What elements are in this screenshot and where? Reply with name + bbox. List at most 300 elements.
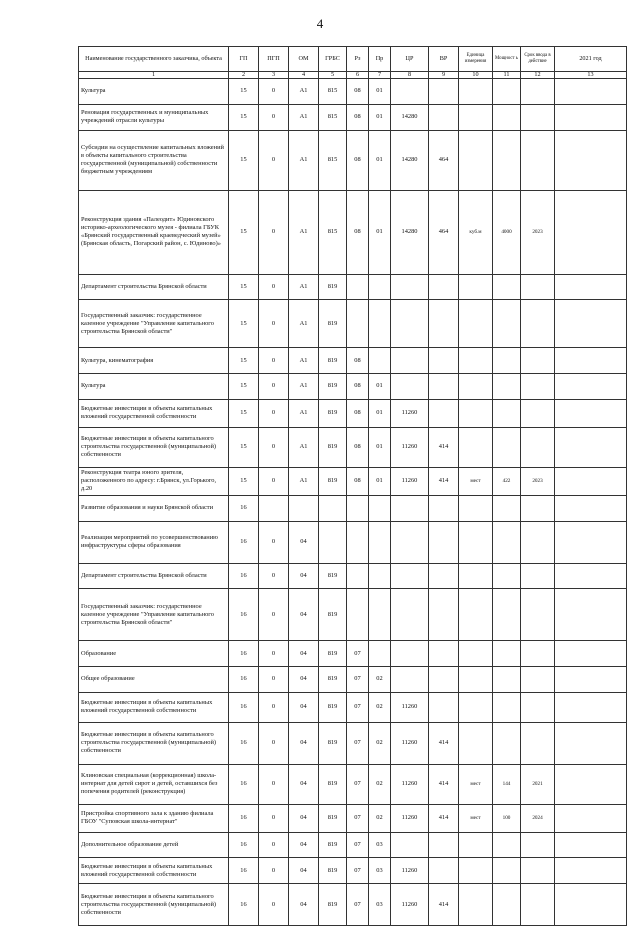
code-cell: 0: [259, 374, 289, 400]
code-cell: 08: [347, 467, 369, 495]
code-cell: 01: [369, 399, 391, 427]
object-name: Бюджетные инвестиции в объекты капитального строительства государственной (муниципальной) собственности: [79, 427, 229, 467]
code-cell: [459, 563, 493, 589]
code-cell: [391, 521, 429, 563]
code-cell: [369, 521, 391, 563]
code-cell: [521, 641, 555, 667]
code-cell: 04: [289, 722, 319, 764]
code-cell: [347, 563, 369, 589]
code-cell: [555, 589, 627, 641]
code-cell: 144: [493, 764, 521, 804]
object-name: Департамент строительства Брянской области: [79, 563, 229, 589]
code-cell: А1: [289, 79, 319, 105]
code-cell: [369, 348, 391, 374]
code-cell: 16: [229, 858, 259, 884]
code-cell: [347, 589, 369, 641]
code-cell: [555, 374, 627, 400]
code-cell: 11260: [391, 858, 429, 884]
code-cell: 0: [259, 589, 289, 641]
code-cell: 02: [369, 804, 391, 832]
table-row: [79, 348, 627, 374]
code-cell: 15: [229, 467, 259, 495]
code-cell: 819: [319, 399, 347, 427]
header-cell: Срок ввода в действие: [521, 47, 555, 72]
investment-table: [78, 46, 627, 926]
code-cell: 15: [229, 130, 259, 190]
code-cell: [521, 374, 555, 400]
code-cell: [369, 589, 391, 641]
code-cell: [493, 641, 521, 667]
code-cell: [391, 666, 429, 692]
code-cell: [391, 832, 429, 858]
code-cell: 04: [289, 832, 319, 858]
code-cell: [493, 79, 521, 105]
code-cell: 16: [229, 832, 259, 858]
code-cell: [391, 79, 429, 105]
column-number: 6: [347, 72, 369, 79]
header-cell: Единица измерения: [459, 47, 493, 72]
code-cell: 414: [429, 427, 459, 467]
code-cell: 16: [229, 589, 259, 641]
code-cell: 0: [259, 858, 289, 884]
code-cell: 2023: [521, 190, 555, 274]
code-cell: 16: [229, 692, 259, 722]
code-cell: 819: [319, 692, 347, 722]
code-cell: [521, 563, 555, 589]
code-cell: 0: [259, 884, 289, 926]
object-name: Субсидии на осуществление капитальных вложений в объекты капитального строительства государственной (муниципальной) собственности бюджетным учреждениям: [79, 130, 229, 190]
code-cell: [493, 563, 521, 589]
code-cell: [459, 692, 493, 722]
table-header: [79, 47, 627, 72]
code-cell: 07: [347, 666, 369, 692]
code-cell: 815: [319, 104, 347, 130]
header-cell: ОМ: [289, 47, 319, 72]
code-cell: 15: [229, 190, 259, 274]
code-cell: 03: [369, 832, 391, 858]
code-cell: [347, 495, 369, 521]
code-cell: [521, 666, 555, 692]
code-cell: 414: [429, 884, 459, 926]
code-cell: [555, 104, 627, 130]
code-cell: 819: [319, 858, 347, 884]
code-cell: 11260: [391, 427, 429, 467]
code-cell: 04: [289, 804, 319, 832]
code-cell: 08: [347, 427, 369, 467]
code-cell: 03: [369, 858, 391, 884]
table-row: [79, 374, 627, 400]
code-cell: 04: [289, 563, 319, 589]
code-cell: [493, 374, 521, 400]
code-cell: 11260: [391, 399, 429, 427]
code-cell: 414: [429, 722, 459, 764]
code-cell: 07: [347, 804, 369, 832]
object-name: Реновация государственных и муниципальных учреждений отрасли культуры: [79, 104, 229, 130]
code-cell: [555, 467, 627, 495]
code-cell: [319, 495, 347, 521]
code-cell: [459, 274, 493, 300]
code-cell: [347, 521, 369, 563]
table-row: [79, 521, 627, 563]
code-cell: [391, 300, 429, 348]
table-row: [79, 563, 627, 589]
column-number: 7: [369, 72, 391, 79]
code-cell: [521, 399, 555, 427]
code-cell: 07: [347, 764, 369, 804]
code-cell: 819: [319, 722, 347, 764]
code-cell: А1: [289, 374, 319, 400]
code-cell: [391, 589, 429, 641]
code-cell: 07: [347, 641, 369, 667]
object-name: Бюджетные инвестиции в объекты капитальных вложений государственной собственности: [79, 399, 229, 427]
code-cell: 02: [369, 764, 391, 804]
header-cell: Пр: [369, 47, 391, 72]
code-cell: А1: [289, 399, 319, 427]
code-cell: 08: [347, 79, 369, 105]
code-cell: [459, 832, 493, 858]
code-cell: [391, 563, 429, 589]
column-number: 5: [319, 72, 347, 79]
code-cell: [555, 666, 627, 692]
code-cell: [429, 399, 459, 427]
code-cell: 819: [319, 274, 347, 300]
column-number: 11: [493, 72, 521, 79]
code-cell: [521, 274, 555, 300]
code-cell: 11260: [391, 764, 429, 804]
code-cell: 0: [259, 764, 289, 804]
code-cell: А1: [289, 348, 319, 374]
code-cell: [521, 300, 555, 348]
code-cell: А1: [289, 130, 319, 190]
object-name: Государственный заказчик: государственное казенное учреждение "Управление капитального строительства Брянской области": [79, 589, 229, 641]
object-name: Дополнительное образование детей: [79, 832, 229, 858]
code-cell: 15: [229, 348, 259, 374]
code-cell: 08: [347, 399, 369, 427]
code-cell: 01: [369, 104, 391, 130]
code-cell: [369, 274, 391, 300]
code-cell: 14280: [391, 130, 429, 190]
code-cell: 0: [259, 300, 289, 348]
code-cell: [459, 130, 493, 190]
code-cell: [259, 495, 289, 521]
code-cell: 819: [319, 563, 347, 589]
code-cell: [429, 300, 459, 348]
code-cell: [459, 858, 493, 884]
object-name: Общее образование: [79, 666, 229, 692]
code-cell: 819: [319, 764, 347, 804]
code-cell: [493, 832, 521, 858]
code-cell: 03: [369, 884, 391, 926]
code-cell: 414: [429, 804, 459, 832]
column-number: 10: [459, 72, 493, 79]
table-row: [79, 427, 627, 467]
code-cell: [429, 641, 459, 667]
code-cell: 0: [259, 641, 289, 667]
code-cell: [459, 722, 493, 764]
code-cell: 04: [289, 858, 319, 884]
table-row: [79, 589, 627, 641]
code-cell: мест: [459, 764, 493, 804]
code-cell: [429, 348, 459, 374]
code-cell: 01: [369, 190, 391, 274]
code-cell: 07: [347, 858, 369, 884]
code-cell: 819: [319, 348, 347, 374]
code-cell: [555, 804, 627, 832]
code-cell: [521, 427, 555, 467]
code-cell: [459, 399, 493, 427]
code-cell: 16: [229, 666, 259, 692]
table-row: [79, 666, 627, 692]
table-row: [79, 764, 627, 804]
code-cell: [555, 399, 627, 427]
code-cell: 07: [347, 884, 369, 926]
code-cell: 815: [319, 190, 347, 274]
code-cell: [429, 495, 459, 521]
code-cell: [521, 495, 555, 521]
code-cell: [493, 589, 521, 641]
code-cell: 15: [229, 300, 259, 348]
object-name: Реконструкция театра юного зрителя, расположенного по адресу: г.Брянск, ул.Горького, д.20: [79, 467, 229, 495]
object-name: Бюджетные инвестиции в объекты капитального строительства государственной (муниципальной) собственности: [79, 722, 229, 764]
code-cell: 0: [259, 563, 289, 589]
object-name: Бюджетные инвестиции в объекты капитального строительства государственной (муниципальной) собственности: [79, 884, 229, 926]
code-cell: 819: [319, 427, 347, 467]
table-row: [79, 832, 627, 858]
column-number: 2: [229, 72, 259, 79]
code-cell: 15: [229, 374, 259, 400]
object-name: Развитие образования и науки Брянской области: [79, 495, 229, 521]
code-cell: [429, 858, 459, 884]
code-cell: 819: [319, 374, 347, 400]
code-cell: 0: [259, 79, 289, 105]
column-numbers: [79, 72, 627, 79]
code-cell: 01: [369, 79, 391, 105]
code-cell: 0: [259, 130, 289, 190]
object-name: Государственный заказчик: государственное казенное учреждение "Управление капитального строительства Брянской области": [79, 300, 229, 348]
code-cell: [555, 79, 627, 105]
code-cell: А1: [289, 467, 319, 495]
code-cell: 0: [259, 190, 289, 274]
object-name: Культура, кинематография: [79, 348, 229, 374]
code-cell: 04: [289, 884, 319, 926]
code-cell: [347, 274, 369, 300]
object-name: Образование: [79, 641, 229, 667]
code-cell: [555, 427, 627, 467]
code-cell: А1: [289, 190, 319, 274]
table-row: [79, 104, 627, 130]
code-cell: 16: [229, 521, 259, 563]
code-cell: 07: [347, 722, 369, 764]
code-cell: [459, 348, 493, 374]
code-cell: 0: [259, 804, 289, 832]
code-cell: мест: [459, 467, 493, 495]
code-cell: 11260: [391, 692, 429, 722]
code-cell: [493, 130, 521, 190]
header-cell: ГРБС: [319, 47, 347, 72]
table-row: [79, 274, 627, 300]
table-row: [79, 79, 627, 105]
code-cell: 11260: [391, 467, 429, 495]
code-cell: [429, 666, 459, 692]
code-cell: [555, 190, 627, 274]
table-row: [79, 467, 627, 495]
code-cell: [429, 374, 459, 400]
code-cell: [555, 563, 627, 589]
code-cell: [391, 374, 429, 400]
code-cell: [459, 495, 493, 521]
code-cell: [459, 641, 493, 667]
code-cell: [459, 79, 493, 105]
code-cell: 4000: [493, 190, 521, 274]
code-cell: 815: [319, 79, 347, 105]
code-cell: [521, 832, 555, 858]
code-cell: 16: [229, 563, 259, 589]
code-cell: [369, 300, 391, 348]
object-name: Реконструкция здания «Палеодит» Юдиновского историко-археологического музея - филиала ГБУК «Брянский государственный краеведческий музей» (Брянская область, Погарский район, с. Юдиново)»: [79, 190, 229, 274]
code-cell: 819: [319, 832, 347, 858]
code-cell: 15: [229, 274, 259, 300]
code-cell: 2021: [521, 764, 555, 804]
code-cell: 08: [347, 348, 369, 374]
code-cell: 464: [429, 190, 459, 274]
code-cell: [459, 666, 493, 692]
table-row: [79, 858, 627, 884]
code-cell: 2024: [521, 804, 555, 832]
code-cell: [521, 130, 555, 190]
code-cell: 14280: [391, 104, 429, 130]
code-cell: 464: [429, 130, 459, 190]
code-cell: [369, 495, 391, 521]
code-cell: [429, 692, 459, 722]
code-cell: 0: [259, 692, 289, 722]
object-name: Клиновская специальная (коррекционная) школа-интернат для детей сирот и детей, оставшихся без попечения родителей (реконструкция): [79, 764, 229, 804]
code-cell: [391, 274, 429, 300]
code-cell: [555, 641, 627, 667]
code-cell: 08: [347, 190, 369, 274]
object-name: Пристройка спортивного зала к зданию филиала ГБОУ "Суповская школа-интернат": [79, 804, 229, 832]
code-cell: [429, 274, 459, 300]
header-cell: ГП: [229, 47, 259, 72]
object-name: Департамент строительства Брянской области: [79, 274, 229, 300]
header-cell: Наименование государственного заказчика, объекта: [79, 47, 229, 72]
column-number: 4: [289, 72, 319, 79]
code-cell: [521, 589, 555, 641]
code-cell: А1: [289, 427, 319, 467]
code-cell: [369, 641, 391, 667]
code-cell: 11260: [391, 722, 429, 764]
table-row: [79, 495, 627, 521]
table-row: [79, 804, 627, 832]
table-row: [79, 722, 627, 764]
code-cell: [391, 641, 429, 667]
code-cell: [429, 104, 459, 130]
code-cell: [429, 589, 459, 641]
code-cell: 16: [229, 722, 259, 764]
code-cell: 0: [259, 521, 289, 563]
code-cell: [555, 764, 627, 804]
code-cell: [369, 563, 391, 589]
column-number: 9: [429, 72, 459, 79]
column-number: 8: [391, 72, 429, 79]
code-cell: 01: [369, 427, 391, 467]
code-cell: [493, 104, 521, 130]
code-cell: [459, 589, 493, 641]
code-cell: [459, 104, 493, 130]
column-number: 3: [259, 72, 289, 79]
code-cell: 819: [319, 804, 347, 832]
code-cell: 0: [259, 399, 289, 427]
code-cell: 15: [229, 399, 259, 427]
code-cell: 08: [347, 104, 369, 130]
code-cell: 0: [259, 467, 289, 495]
code-cell: [493, 300, 521, 348]
code-cell: 0: [259, 722, 289, 764]
code-cell: 819: [319, 589, 347, 641]
header-cell: ВР: [429, 47, 459, 72]
header-cell: Рз: [347, 47, 369, 72]
code-cell: [521, 722, 555, 764]
code-cell: 15: [229, 79, 259, 105]
code-cell: куб.м: [459, 190, 493, 274]
code-cell: [459, 374, 493, 400]
code-cell: [429, 563, 459, 589]
code-cell: 414: [429, 467, 459, 495]
code-cell: [493, 427, 521, 467]
column-number: 1: [79, 72, 229, 79]
code-cell: [493, 274, 521, 300]
code-cell: [555, 348, 627, 374]
code-cell: [555, 274, 627, 300]
code-cell: 414: [429, 764, 459, 804]
column-number: 12: [521, 72, 555, 79]
code-cell: 04: [289, 521, 319, 563]
table-row: [79, 300, 627, 348]
code-cell: [459, 427, 493, 467]
code-cell: 815: [319, 130, 347, 190]
object-name: Бюджетные инвестиции в объекты капитальных вложений государственной собственности: [79, 692, 229, 722]
header-cell: Мощност ь: [493, 47, 521, 72]
table-row: [79, 399, 627, 427]
object-name: Культура: [79, 374, 229, 400]
code-cell: 0: [259, 427, 289, 467]
code-cell: [493, 399, 521, 427]
code-cell: 16: [229, 641, 259, 667]
code-cell: 2023: [521, 467, 555, 495]
code-cell: 16: [229, 884, 259, 926]
code-cell: 0: [259, 348, 289, 374]
code-cell: [493, 666, 521, 692]
code-cell: 16: [229, 804, 259, 832]
code-cell: [429, 79, 459, 105]
code-cell: [429, 832, 459, 858]
header-cell: ЦР: [391, 47, 429, 72]
code-cell: [319, 521, 347, 563]
code-cell: [493, 692, 521, 722]
table-row: [79, 692, 627, 722]
code-cell: [521, 104, 555, 130]
code-cell: 07: [347, 832, 369, 858]
code-cell: 04: [289, 589, 319, 641]
table-row: [79, 130, 627, 190]
code-cell: 0: [259, 104, 289, 130]
code-cell: 819: [319, 884, 347, 926]
code-cell: 819: [319, 467, 347, 495]
code-cell: мест: [459, 804, 493, 832]
code-cell: [555, 130, 627, 190]
table-row: [79, 190, 627, 274]
code-cell: 16: [229, 764, 259, 804]
column-number: 13: [555, 72, 627, 79]
